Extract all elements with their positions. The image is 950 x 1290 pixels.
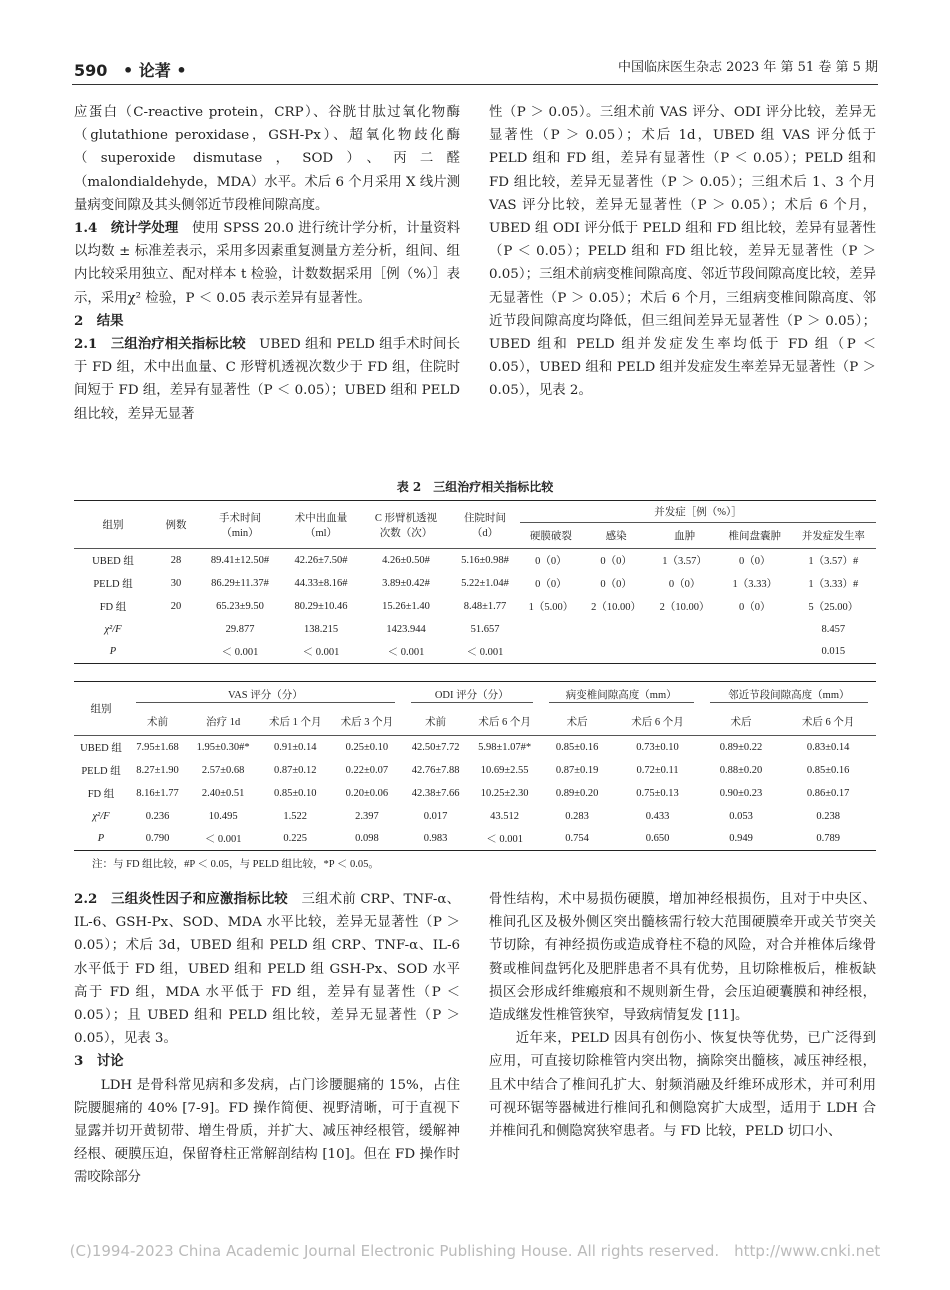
table-cell: 0.91±0.14 <box>273 741 317 753</box>
table-header: 组别 <box>90 704 112 715</box>
table-body <box>74 736 876 851</box>
table-cell: 0.015 <box>821 646 846 658</box>
table-cell <box>719 641 791 664</box>
table-cell: 0.72±0.11 <box>636 764 679 776</box>
table-cell: P <box>109 646 117 658</box>
table-cell: 0.949 <box>729 833 753 845</box>
table-row <box>74 828 876 851</box>
table-header-label: VAS 评分（分） <box>136 687 395 703</box>
table-cell: 5.16±0.98# <box>461 554 509 566</box>
table-cell: 0（0） <box>739 555 771 567</box>
paragraph: LDH 是骨科常见病和多发病，占门诊腰腿痛的 15%，占住院腰腿痛的 40% [7-9]。FD 操作简便、视野清晰，可于直视下显露并切开黄韧带、增生骨质，并扩大、减压神经根管，缓解神经根、硬膜压迫，保留脊柱正常解剖结构 [10]。但在 FD 操作时需咬除部分 <box>74 1077 460 1186</box>
table-header: 并发症［例（%）］ <box>520 501 876 523</box>
paragraph: 性（P ＞ 0.05）。三组术前 VAS 评分、ODI 评分比较，差异无显著性（P ＞ 0.05）；术后 1d，UBED 组 VAS 评分低于 PELD 组和 FD 组，差异有显著性（P ＜ 0.05）；PELD 组和 FD 组比较，差异无显著性（P ＞ 0.05）；三组术后 1、3 个月 VAS 评分比较，差异无显著性（P ＞ 0.05）；术后 6 个月，UBED 组 ODI 评分低于 PELD 组和 FD 组比较，差异有显著性（P ＜ 0.05）；PELD 组和 FD 组比较，差异无显著性（P ＞ 0.05）；三组术前病变椎间隙高度、邻近节段间隙高度比较，差异无显著性（P ＞ 0.05）；术后 6 个月，三组病变椎间隙高度、邻近节段间隙高度均降低，但三组间差异无显著性（P ＞ 0.05）；UBED 组和 PELD 组并发症发生率均低于 FD 组（P ＜ 0.05），UBED 组和 PELD 组并发症发生率差异无显著性（P ＞ 0.05），见表 2。 <box>489 105 876 399</box>
table-row <box>74 736 876 759</box>
table-cell: P <box>97 833 105 845</box>
page-header-left <box>74 58 187 81</box>
table-cell: 8.48±1.77 <box>463 600 507 612</box>
table-cell: 0.89±0.20 <box>555 787 599 799</box>
table-cell: 8.457 <box>821 623 846 635</box>
table-header: 硬膜破裂 <box>529 531 572 542</box>
table-cell: 2.40±0.51 <box>201 787 245 799</box>
table-cell: 7.95±1.68 <box>136 741 179 753</box>
table-cell: 0.75±0.13 <box>636 787 679 799</box>
table-header <box>541 682 702 708</box>
column-left-bottom <box>74 888 460 1190</box>
table-cell: 0.790 <box>145 833 170 845</box>
table-row <box>74 805 876 828</box>
table-cell: 0.053 <box>729 810 753 822</box>
table-header: 感染 <box>605 531 627 542</box>
table-row <box>74 641 876 664</box>
table-2-part-1 <box>74 500 876 664</box>
table-cell: ＜ 0.001 <box>486 834 523 846</box>
table-header: 椎间盘囊肿 <box>728 531 782 542</box>
heading-3: 3 讨论 <box>74 1053 124 1070</box>
table-cell <box>520 641 582 664</box>
table-header: 术后 6 个月 <box>801 716 855 728</box>
table-cell: 1（3.57） <box>662 555 707 567</box>
table-cell: 8.16±1.77 <box>136 787 179 799</box>
table-cell: 0（0） <box>739 601 771 613</box>
paragraph: 骨性结构，术中易损伤硬膜，增加神经根损伤，且对于中央区、椎间孔区及极外侧区突出髓核需行较大范围硬膜牵开或关节突关节切除，有神经损伤或造成脊柱不稳的风险，对合并椎体后缘骨赘或椎间盘钙化及肥胖患者不具有优势，且切除椎板后，椎板缺损区会形成纤维瘢痕和不规则新生骨，会压迫硬囊膜和神经根，造成继发性椎管狭窄，导致病情复发 [11]。 <box>489 892 876 1024</box>
table-2-part-2 <box>74 681 876 851</box>
table-cell: 0.90±0.23 <box>719 787 763 799</box>
table-cell: 42.50±7.72 <box>411 741 460 753</box>
table-row <box>74 572 876 595</box>
table-cell: 0.098 <box>355 833 379 845</box>
table-cell: ＜ 0.001 <box>302 647 340 659</box>
heading-1-4: 1.4 统计学处理 <box>74 220 179 237</box>
table-cell: 1（3.33）# <box>808 578 859 590</box>
table-cell: FD 组 <box>99 601 127 613</box>
table-cell: ＜ 0.001 <box>387 647 425 659</box>
table-header: 术前 <box>425 716 447 728</box>
paragraph: 应蛋白（C-reactive protein，CRP）、谷胱甘肽过氧化物酶（glutathione peroxidase，GSH-Px）、超氧化物歧化酶（superoxide dismutase，SOD）、丙二醛（malondialdehyde，MDA）水平。术后 6 个月采用 X 线片测量病变间隙及其头侧邻近节段椎间隙高度。 <box>74 105 461 213</box>
table-header: 组别 <box>102 520 124 531</box>
table-cell: 86.29±11.37# <box>211 577 269 589</box>
table-cell: χ²/F <box>104 623 122 635</box>
table-cell <box>719 618 791 641</box>
journal-title: 中国临床医生杂志 2023 年 第 51 卷 第 5 期 <box>618 60 878 75</box>
table-cell: 0.283 <box>565 810 589 822</box>
header-rule <box>72 84 878 85</box>
table-header: 术前 <box>147 716 168 728</box>
table-header-label: 邻近节段间隙高度（mm） <box>710 687 868 703</box>
table-cell: 20 <box>170 600 182 612</box>
table-cell: 89.41±12.50# <box>210 554 270 566</box>
table-cell <box>650 641 719 664</box>
table-header <box>403 682 541 708</box>
table-cell: 3.89±0.42# <box>382 577 430 589</box>
table-header: 血肿 <box>674 531 696 542</box>
table-header-label: 病变椎间隙高度（mm） <box>549 687 694 703</box>
table-header-label: ODI 评分（分） <box>411 687 533 703</box>
table-header: C 形臂机透视 次数（次） <box>374 512 438 539</box>
table-cell: PELD 组 <box>93 578 133 590</box>
paragraph-text: 使用 SPSS 20.0 进行统计学分析，计量资料以均数 ± 标准差表示，采用多因素重复测量方差分析，组间、组内比较采用独立、配对样本 t 检验，计数数据采用［例（%）］表示，采用χ² 检验，P ＜ 0.05 表示差异有显著性。 <box>74 221 460 306</box>
table-row <box>74 782 876 805</box>
table-header <box>128 682 403 708</box>
column-right-bottom <box>489 888 876 1143</box>
table-header: 手术时间 （min） <box>219 512 261 539</box>
table-row <box>74 549 876 572</box>
table-cell: 0.650 <box>645 833 670 845</box>
table-cell <box>582 641 651 664</box>
table-header: 术后 <box>566 716 588 728</box>
table-row <box>74 595 876 618</box>
table-cell: 0.73±0.10 <box>636 741 679 753</box>
table-cell: 28 <box>170 554 182 566</box>
table-header: 术中出血量 （ml） <box>294 512 348 539</box>
section-label: • 论著 • <box>122 61 187 80</box>
table-cell: 0（0） <box>600 578 632 590</box>
paragraph-2-2 <box>74 888 460 1050</box>
table-cell: 0.983 <box>423 833 448 845</box>
table-cell: 8.27±1.90 <box>136 764 179 776</box>
table-cell: 0.85±0.16 <box>555 741 599 753</box>
table-header: 术后 <box>730 716 752 728</box>
table-cell: 138.215 <box>303 623 339 635</box>
table-caption: 表 2 三组治疗相关指标比较 <box>396 480 554 494</box>
table-cell: ＜ 0.001 <box>204 834 242 846</box>
heading-2: 2 结果 <box>74 312 124 329</box>
table-cell: 10.495 <box>208 810 238 822</box>
table-header: 术后 6 个月 <box>478 716 531 728</box>
table-header: 术后 1 个月 <box>268 716 322 728</box>
table-subheader-row <box>74 708 876 736</box>
table-cell: 2.57±0.68 <box>201 764 245 776</box>
table-cell: 0.238 <box>816 810 840 822</box>
table-cell: χ²/F <box>92 810 110 822</box>
column-left-top <box>74 101 460 426</box>
table-cell: 42.26±7.50# <box>294 554 348 566</box>
table-cell: 0（0） <box>535 578 567 590</box>
table-cell: PELD 组 <box>81 765 121 777</box>
table-cell: FD 组 <box>87 788 115 800</box>
table-cell: 0.789 <box>816 833 840 845</box>
table-cell <box>650 618 719 641</box>
paragraph-text: 三组术前 CRP、TNF-α、IL-6、GSH-Px、SOD、MDA 水平比较，差异无显著性（P ＞ 0.05）；术后 3d，UBED 组和 PELD 组 CRP、TNF-α、IL-6 水平低于 FD 组，UBED 组和 PELD 组 GSH-Px、SOD 水平高于 FD 组，MDA 水平低于 FD 组，差异有显著性（P ＜ 0.05）；且 UBED 组和 PELD 组比较，差异无显著性（P ＞ 0.05），见表 3。 <box>74 892 461 1047</box>
table-header: 术后 6 个月 <box>631 716 684 728</box>
table-header: 并发症发生率 <box>801 531 865 542</box>
table-cell: 1（5.00） <box>528 601 574 613</box>
table-note: 注：与 FD 组比较，#P ＜ 0.05，与 PELD 组比较，*P ＜ 0.05。 <box>92 859 379 870</box>
table-cell: 0.22±0.07 <box>345 764 389 776</box>
table-cell: 0.89±0.22 <box>719 741 763 753</box>
table-cell: 0.25±0.10 <box>345 741 389 753</box>
table-cell: 0.87±0.19 <box>555 764 599 776</box>
table-header: 术后 3 个月 <box>340 716 394 728</box>
table-cell: 0.86±0.17 <box>806 787 850 799</box>
table-cell <box>152 618 200 641</box>
table-cell: 30 <box>170 577 182 589</box>
table-cell: 0.87±0.12 <box>273 764 317 776</box>
table-cell: 0.83±0.14 <box>806 741 850 753</box>
table-cell: 0.85±0.16 <box>806 764 850 776</box>
table-cell: 65.23±9.50 <box>216 600 264 612</box>
table-cell: 0.433 <box>645 810 670 822</box>
page-number: 590 <box>74 61 108 80</box>
table-header: 例数 <box>165 520 187 531</box>
table-cell: 4.26±0.50# <box>382 554 430 566</box>
table-cell: 5（25.00） <box>808 601 859 613</box>
table-cell: 5.22±1.04# <box>461 577 509 589</box>
paragraph-1-4 <box>74 217 460 310</box>
table-cell: 2.397 <box>355 810 379 822</box>
table-cell: 5.98±1.07#* <box>478 741 532 753</box>
table-cell: 1（3.33） <box>732 578 778 590</box>
table-cell: 0（0） <box>535 555 567 567</box>
table-cell: 0.20±0.06 <box>345 787 389 799</box>
table-cell: 80.29±10.46 <box>294 600 348 612</box>
table-cell: 42.38±7.66 <box>411 787 460 799</box>
heading-2-2: 2.2 三组炎性因子和应激指标比较 <box>74 891 288 907</box>
heading-2-1: 2.1 三组治疗相关指标比较 <box>74 336 246 353</box>
copyright-footer: (C)1994-2023 China Academic Journal Electronic Publishing House. All rights reserved. http://www.cnki.net <box>69 1242 881 1260</box>
table-cell: 10.25±2.30 <box>480 787 529 799</box>
table-cell: 10.69±2.55 <box>480 764 529 776</box>
column-right-top <box>489 101 876 403</box>
table-cell <box>152 641 200 664</box>
table-cell: 1.95±0.30#* <box>196 741 250 753</box>
paragraph-2-1 <box>74 333 460 426</box>
table-cell: 0.85±0.10 <box>273 787 317 799</box>
table-cell: ＜ 0.001 <box>466 647 504 659</box>
table-cell: 0.754 <box>565 833 589 845</box>
table-cell: 2（10.00） <box>659 601 710 613</box>
table-cell: 2（10.00） <box>591 601 642 613</box>
table-cell: 43.512 <box>490 810 520 822</box>
table-row <box>74 618 876 641</box>
table-cell: UBED 组 <box>80 742 122 754</box>
table-cell: 1（3.57）# <box>808 555 859 567</box>
table-cell: UBED 组 <box>92 555 134 567</box>
table-cell: 0（0） <box>600 555 632 567</box>
table-cell <box>520 618 582 641</box>
table-cell: 0.225 <box>283 833 308 845</box>
table-header: 治疗 1d <box>206 716 241 728</box>
table-cell: 29.877 <box>225 623 255 635</box>
table-cell: 15.26±1.40 <box>382 600 430 612</box>
table-cell: 1423.944 <box>386 623 426 635</box>
table-cell: 42.76±7.88 <box>411 764 460 776</box>
table-row <box>74 759 876 782</box>
table-cell: ＜ 0.001 <box>221 647 259 659</box>
table-cell: 44.33±8.16# <box>294 577 348 589</box>
table-cell <box>582 618 651 641</box>
paragraph: 近年来，PELD 因具有创伤小、恢复快等优势，已广泛得到应用，可直接切除椎管内突出物，摘除突出髓核，减压神经根，且术中结合了椎间孔扩大、射频消融及纤维环成形术，并可利用可视环锯等器械进行椎间孔和侧隐窝扩大成型，适用于 LDH 合并椎间孔和侧隐窝狭窄患者。与 FD 比较，PELD 切口小、 <box>489 1031 876 1140</box>
table-cell: 0.236 <box>145 810 170 822</box>
table-cell: 0.88±0.20 <box>719 764 763 776</box>
table-cell: 1.522 <box>283 810 308 822</box>
table-cell: 0.017 <box>423 810 448 822</box>
table-cell: 0（0） <box>668 578 701 590</box>
paragraph-text: UBED 组和 PELD 组手术时间长于 FD 组，术中出血量、C 形臂机透视次数少于 FD 组，住院时间短于 FD 组，差异有显著性（P ＜ 0.05）；UBED 组和 PELD 组比较，差异无显著 <box>74 337 460 422</box>
table-header: 住院时间 （d） <box>464 512 506 539</box>
table-header <box>702 682 876 708</box>
table-body <box>74 549 876 664</box>
table-cell: 51.657 <box>470 623 500 635</box>
